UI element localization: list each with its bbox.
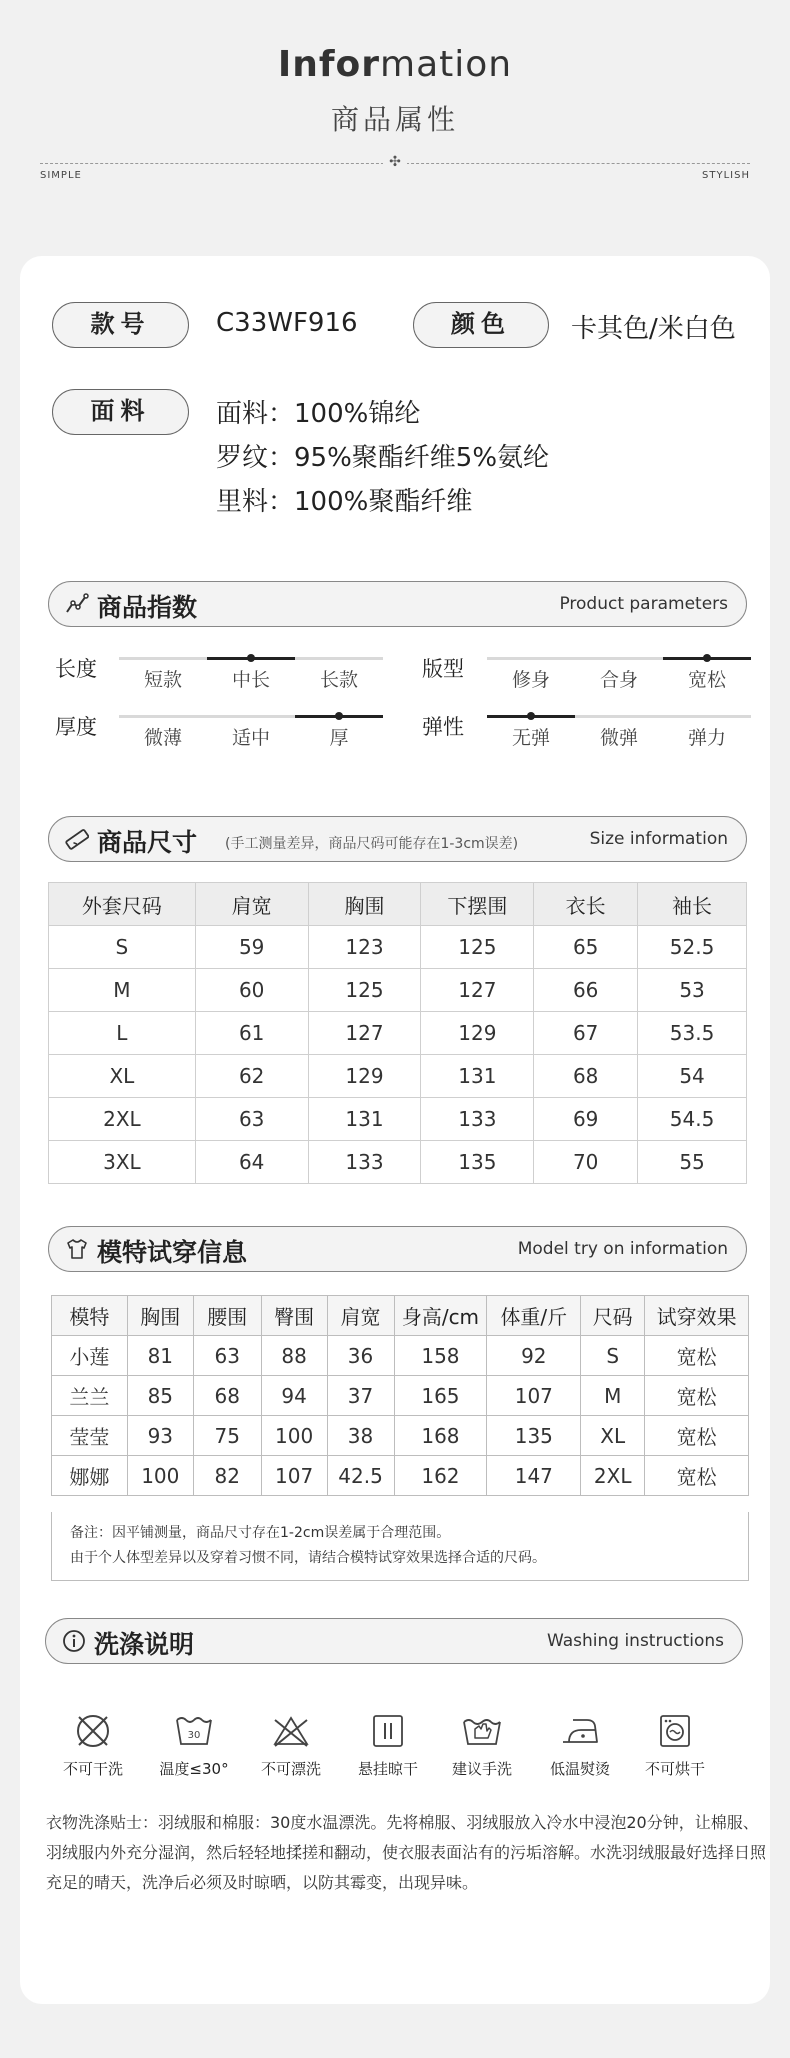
param-option: 长款 bbox=[319, 669, 358, 691]
fabric-line: 面料：100%锦纶 bbox=[216, 399, 421, 429]
table-cell: 53.5 bbox=[638, 1012, 747, 1055]
table-cell: 75 bbox=[193, 1416, 261, 1456]
tag-stylish: STYLISH bbox=[702, 170, 750, 181]
table-row bbox=[52, 1336, 749, 1376]
param-option: 宽松 bbox=[687, 669, 726, 691]
section-header-size bbox=[48, 816, 747, 862]
column-header: 身高/cm bbox=[394, 1296, 487, 1336]
wash-item bbox=[437, 1712, 527, 1779]
section-title: 洗涤说明 bbox=[94, 1630, 195, 1659]
table-cell: 68 bbox=[534, 1055, 638, 1098]
table-cell: M bbox=[581, 1376, 645, 1416]
wash-item bbox=[48, 1712, 138, 1779]
fabric-pill: 面料 bbox=[52, 389, 189, 435]
table-cell: 69 bbox=[534, 1098, 638, 1141]
table-cell: S bbox=[49, 926, 196, 969]
wash-30-icon bbox=[174, 1712, 214, 1750]
table-cell: 168 bbox=[394, 1416, 487, 1456]
table-cell: 158 bbox=[394, 1336, 487, 1376]
title-bold: Infor bbox=[277, 44, 381, 85]
note-line: 由于个人体型差异以及穿着习惯不同，请结合模特试穿效果选择合适的尺码。 bbox=[70, 1550, 546, 1566]
table-cell: 82 bbox=[193, 1456, 261, 1496]
wash-item bbox=[630, 1712, 720, 1779]
table-cell: L bbox=[49, 1012, 196, 1055]
column-header: 胸围 bbox=[127, 1296, 193, 1336]
table-cell: 55 bbox=[638, 1141, 747, 1184]
table-cell: 107 bbox=[487, 1376, 581, 1416]
section-header-index bbox=[48, 581, 747, 627]
note-line: 备注：因平铺测量，商品尺寸存在1-2cm误差属于合理范围。 bbox=[70, 1525, 451, 1541]
info-icon bbox=[62, 1629, 86, 1653]
wash-item bbox=[149, 1712, 239, 1779]
table-cell: 62 bbox=[195, 1055, 308, 1098]
table-row bbox=[49, 969, 747, 1012]
fabric-line: 罗纹：95%聚酯纤维5%氨纶 bbox=[216, 443, 550, 473]
table-cell: 165 bbox=[394, 1376, 487, 1416]
param-label-thickness: 厚度 bbox=[55, 715, 97, 739]
param-option: 合身 bbox=[599, 669, 638, 691]
table-cell: M bbox=[49, 969, 196, 1012]
table-row bbox=[52, 1456, 749, 1496]
table-cell: 63 bbox=[193, 1336, 261, 1376]
table-cell: 63 bbox=[195, 1098, 308, 1141]
table-cell: 66 bbox=[534, 969, 638, 1012]
tag-simple: SIMPLE bbox=[40, 170, 82, 181]
style-number-pill: 款号 bbox=[52, 302, 189, 348]
wash-label: 不可烘干 bbox=[644, 1760, 705, 1778]
table-row bbox=[49, 1012, 747, 1055]
table-cell: 65 bbox=[534, 926, 638, 969]
table-cell: 92 bbox=[487, 1336, 581, 1376]
table-row bbox=[49, 926, 747, 969]
section-title: 商品尺寸 bbox=[97, 828, 198, 857]
move-icon: ✣ bbox=[383, 154, 407, 172]
column-header: 腰围 bbox=[193, 1296, 261, 1336]
table-cell: 宽松 bbox=[645, 1416, 749, 1456]
table-cell: 125 bbox=[308, 969, 421, 1012]
table-cell: XL bbox=[581, 1416, 645, 1456]
page-subtitle: 商品属性 bbox=[330, 103, 459, 136]
table-cell: 38 bbox=[327, 1416, 394, 1456]
param-option: 修身 bbox=[511, 669, 550, 691]
table-cell: 小莲 bbox=[52, 1336, 128, 1376]
table-header-row bbox=[52, 1296, 749, 1336]
wash-label: 不可干洗 bbox=[62, 1760, 123, 1778]
shirt-icon bbox=[65, 1237, 89, 1261]
table-cell: 125 bbox=[421, 926, 534, 969]
param-option: 弹力 bbox=[687, 727, 726, 749]
table-cell: 93 bbox=[127, 1416, 193, 1456]
column-header: 臀围 bbox=[261, 1296, 327, 1336]
param-track-length bbox=[119, 657, 383, 660]
table-cell: 131 bbox=[308, 1098, 421, 1141]
table-cell: 133 bbox=[308, 1141, 421, 1184]
param-label-length: 长度 bbox=[55, 657, 97, 681]
table-cell: 68 bbox=[193, 1376, 261, 1416]
table-cell: 宽松 bbox=[645, 1376, 749, 1416]
section-header-wash bbox=[45, 1618, 743, 1664]
section-title-en: Size information bbox=[589, 829, 728, 849]
table-cell: 53 bbox=[638, 969, 747, 1012]
param-option: 适中 bbox=[231, 727, 270, 749]
param-option: 微薄 bbox=[143, 727, 182, 749]
column-header: 肩宽 bbox=[327, 1296, 394, 1336]
section-title-en: Product parameters bbox=[559, 594, 728, 614]
table-cell: 85 bbox=[127, 1376, 193, 1416]
param-option: 短款 bbox=[143, 669, 182, 691]
table-cell: 64 bbox=[195, 1141, 308, 1184]
table-cell: 133 bbox=[421, 1098, 534, 1141]
table-cell: 129 bbox=[308, 1055, 421, 1098]
color-value: 卡其色/米白色 bbox=[571, 314, 736, 344]
color-pill: 颜色 bbox=[413, 302, 549, 348]
table-cell: 127 bbox=[308, 1012, 421, 1055]
table-cell: 147 bbox=[487, 1456, 581, 1496]
table-header-row bbox=[49, 883, 747, 926]
wash-label: 悬挂晾干 bbox=[357, 1760, 418, 1778]
table-cell: 100 bbox=[261, 1416, 327, 1456]
table-cell: 54.5 bbox=[638, 1098, 747, 1141]
table-row bbox=[49, 1055, 747, 1098]
table-cell: 135 bbox=[487, 1416, 581, 1456]
table-cell: 2XL bbox=[49, 1098, 196, 1141]
table-cell: 42.5 bbox=[327, 1456, 394, 1496]
table-cell: S bbox=[581, 1336, 645, 1376]
wash-item bbox=[535, 1712, 625, 1779]
table-cell: 娜娜 bbox=[52, 1456, 128, 1496]
table-cell: 127 bbox=[421, 969, 534, 1012]
section-header-model bbox=[48, 1226, 747, 1272]
table-cell: XL bbox=[49, 1055, 196, 1098]
table-cell: 67 bbox=[534, 1012, 638, 1055]
table-cell: 3XL bbox=[49, 1141, 196, 1184]
table-row bbox=[49, 1098, 747, 1141]
table-cell: 107 bbox=[261, 1456, 327, 1496]
wash-label: 建议手洗 bbox=[451, 1760, 512, 1778]
table-cell: 162 bbox=[394, 1456, 487, 1496]
table-row bbox=[52, 1416, 749, 1456]
column-header: 外套尺码 bbox=[49, 883, 196, 926]
table-cell: 70 bbox=[534, 1141, 638, 1184]
table-cell: 81 bbox=[127, 1336, 193, 1376]
column-header: 衣长 bbox=[534, 883, 638, 926]
table-cell: 131 bbox=[421, 1055, 534, 1098]
table-row bbox=[52, 1376, 749, 1416]
param-option: 微弹 bbox=[599, 727, 638, 749]
column-header: 袖长 bbox=[638, 883, 747, 926]
title-rest: mation bbox=[380, 44, 513, 85]
size-table bbox=[48, 882, 747, 1184]
param-track-elasticity bbox=[487, 715, 751, 718]
table-cell: 135 bbox=[421, 1141, 534, 1184]
wash-temp-text: 30 bbox=[187, 1730, 201, 1741]
section-title: 商品指数 bbox=[97, 593, 198, 622]
table-cell: 100 bbox=[127, 1456, 193, 1496]
model-table bbox=[51, 1295, 749, 1496]
hand-wash-icon bbox=[461, 1712, 503, 1750]
table-cell: 宽松 bbox=[645, 1336, 749, 1376]
section-title-en: Washing instructions bbox=[546, 1631, 724, 1651]
column-header: 体重/斤 bbox=[487, 1296, 581, 1336]
no-tumble-dry-icon bbox=[656, 1712, 694, 1750]
column-header: 下摆围 bbox=[421, 883, 534, 926]
no-bleach-icon bbox=[271, 1712, 311, 1750]
section-note: (手工测量差异，商品尺码可能存在1-3cm误差) bbox=[225, 836, 519, 852]
low-iron-icon bbox=[559, 1712, 601, 1750]
param-label-elasticity: 弹性 bbox=[422, 715, 464, 739]
page-title bbox=[0, 44, 790, 85]
column-header: 胸围 bbox=[308, 883, 421, 926]
table-cell: 36 bbox=[327, 1336, 394, 1376]
table-cell: 129 bbox=[421, 1012, 534, 1055]
model-note bbox=[51, 1512, 749, 1581]
wash-label: 温度≤30° bbox=[159, 1760, 229, 1778]
param-label-fit: 版型 bbox=[422, 657, 464, 681]
table-row bbox=[49, 1141, 747, 1184]
param-option: 中长 bbox=[231, 669, 270, 691]
section-title-en: Model try on information bbox=[517, 1239, 728, 1259]
section-title: 模特试穿信息 bbox=[97, 1238, 248, 1267]
style-number-value: C33WF916 bbox=[216, 308, 358, 338]
param-track-thickness bbox=[119, 715, 383, 718]
table-cell: 宽松 bbox=[645, 1456, 749, 1496]
column-header: 试穿效果 bbox=[645, 1296, 749, 1336]
param-option: 厚 bbox=[329, 727, 349, 749]
ruler-icon bbox=[65, 827, 89, 851]
table-cell: 88 bbox=[261, 1336, 327, 1376]
column-header: 肩宽 bbox=[195, 883, 308, 926]
table-cell: 莹莹 bbox=[52, 1416, 128, 1456]
table-cell: 52.5 bbox=[638, 926, 747, 969]
wash-tips: 衣物洗涤贴士：羽绒服和棉服：30度水温漂洗。先将棉服、羽绒服放入冷水中浸泡20分钟，让棉服、羽绒服内外充分湿润，然后轻轻地揉搓和翻动，使衣服表面沾有的污垢溶解。水洗羽绒服最好选择日照充足的晴天，洗净后必须及时晾晒，以防其霉变，出现异味。 bbox=[46, 1813, 767, 1892]
no-dry-clean-icon bbox=[74, 1712, 112, 1750]
param-option: 无弹 bbox=[511, 727, 550, 749]
column-header: 模特 bbox=[52, 1296, 128, 1336]
wash-label: 低温熨烫 bbox=[549, 1760, 610, 1778]
table-cell: 2XL bbox=[581, 1456, 645, 1496]
hang-dry-icon bbox=[369, 1712, 407, 1750]
wash-item bbox=[246, 1712, 336, 1779]
table-cell: 59 bbox=[195, 926, 308, 969]
table-cell: 61 bbox=[195, 1012, 308, 1055]
wash-label: 不可漂洗 bbox=[260, 1760, 321, 1778]
table-cell: 兰兰 bbox=[52, 1376, 128, 1416]
table-cell: 94 bbox=[261, 1376, 327, 1416]
fabric-line: 里料：100%聚酯纤维 bbox=[216, 487, 473, 517]
column-header: 尺码 bbox=[581, 1296, 645, 1336]
table-cell: 60 bbox=[195, 969, 308, 1012]
trend-icon bbox=[65, 592, 89, 616]
param-track-fit bbox=[487, 657, 751, 660]
table-cell: 54 bbox=[638, 1055, 747, 1098]
table-cell: 37 bbox=[327, 1376, 394, 1416]
wash-item bbox=[343, 1712, 433, 1779]
table-cell: 123 bbox=[308, 926, 421, 969]
